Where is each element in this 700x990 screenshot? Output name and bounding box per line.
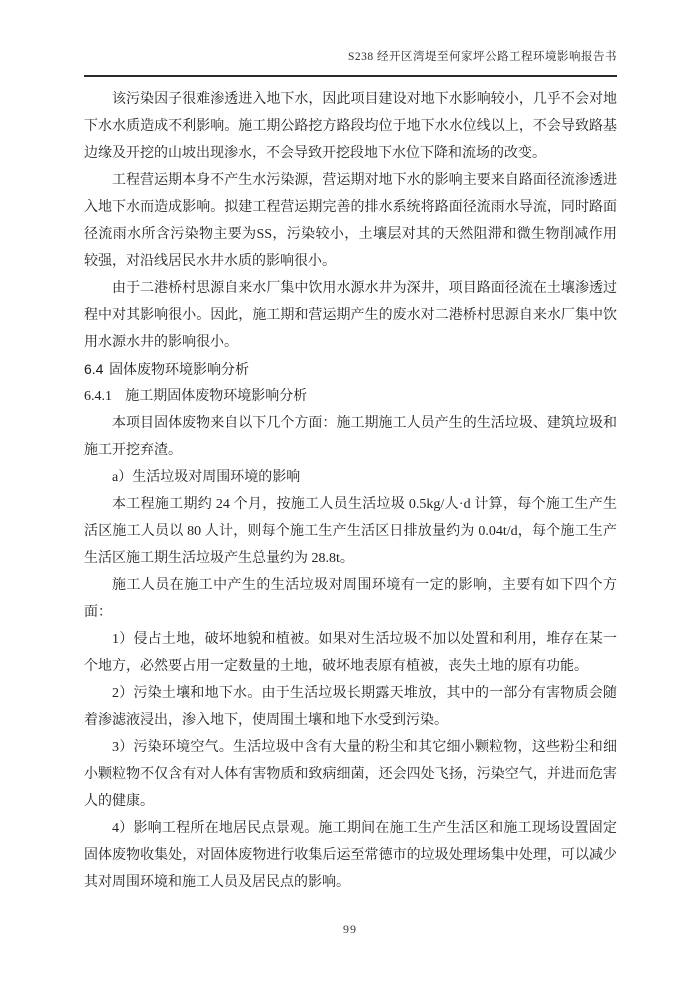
subsection-number: 6.4.1 [84,389,112,404]
paragraph-water-source-well: 由于二港桥村思源自来水厂集中饮用水源水井为深井，项目路面径流在土壤渗透过程中对其影响很小。因此，施工期和营运期产生的废水对二港桥村思源自来水厂集中饮用水源水井的影响很小。 [84,281,617,350]
paragraph-operation-period: 工程营运期本身不产生水污染源，营运期对地下水的影响主要来自路面径流渗透进入地下水而造成影响。拟建工程营运期完善的排水系统将路面径流雨水导流，同时路面径流雨水所含污染物主要为SS，污染较小，土壤层对其的天然阻滞和微生物削减作用较强，对沿线居民水井水质的影响很小。 [84,173,617,269]
page-footer [0,922,700,937]
list-item-3-air-pollution: 3）污染环境空气。生活垃圾中含有大量的粉尘和其它细小颗粒物，这些粉尘和细小颗粒物不仅含有对人体有害物质和致病细菌，还会四处飞扬，污染空气，并进而危害人的健康。 [84,740,617,809]
paragraph-garbage-amount: 本工程施工期约 24 个月，按施工人员生活垃圾 0.5kg/人·d 计算，每个施工生产生活区施工人员以 80 人计，则每个施工生产生活区日排放量约为 0.04t/d，每个施工生产生活区施工期生活垃圾产生总量约为 28.8t。 [84,497,617,566]
section-title: 固体废物环境影响分析 [109,361,250,377]
page-number: 99 [343,922,357,936]
document-body [84,86,617,896]
paragraph-four-aspects-intro: 施工人员在施工中产生的生活垃圾对周围环境有一定的影响，主要有如下四个方面： [84,578,617,620]
section-number: 6.4 [84,361,104,377]
report-title: S238 经开区湾堤至何家坪公路工程环境影响报告书 [347,51,617,63]
section-heading-6-4 [84,356,617,383]
page-header [84,48,617,77]
list-label-a: a）生活垃圾对周围环境的影响 [112,470,301,485]
list-item-2-soil-groundwater-pollution: 2）污染土壤和地下水。由于生活垃圾长期露天堆放，其中的一部分有害物质会随着渗滤液浸出，渗入地下，使周围土壤和地下水受到污染。 [84,686,617,728]
paragraph-solid-waste-sources: 本项目固体废物来自以下几个方面：施工期施工人员产生的生活垃圾、建筑垃圾和施工开挖弃渣。 [84,416,617,458]
subsection-title: 施工期固体废物环境影响分析 [125,389,308,404]
list-item-4-landscape-impact: 4）影响工程所在地居民点景观。施工期间在施工生产生活区和施工现场设置固定固体废物收集处，对固体废物进行收集后运至常德市的垃圾处理场集中处理，可以减少其对周围环境和施工人员及居民点的影响。 [84,821,617,890]
paragraph-groundwater-impact: 该污染因子很难渗透进入地下水，因此项目建设对地下水影响较小，几乎不会对地下水水质造成不利影响。施工期公路挖方路段均位于地下水水位线以上，不会导致路基边缘及开挖的山坡出现渗水，不会导致开挖段地下水位下降和流场的改变。 [84,92,617,161]
list-item-1-land-occupation: 1）侵占土地，破坏地貌和植被。如果对生活垃圾不加以处置和利用，堆存在某一个地方，必然要占用一定数量的土地，破坏地表原有植被，丧失土地的原有功能。 [84,632,617,674]
subsection-heading-6-4-1 [84,383,617,410]
